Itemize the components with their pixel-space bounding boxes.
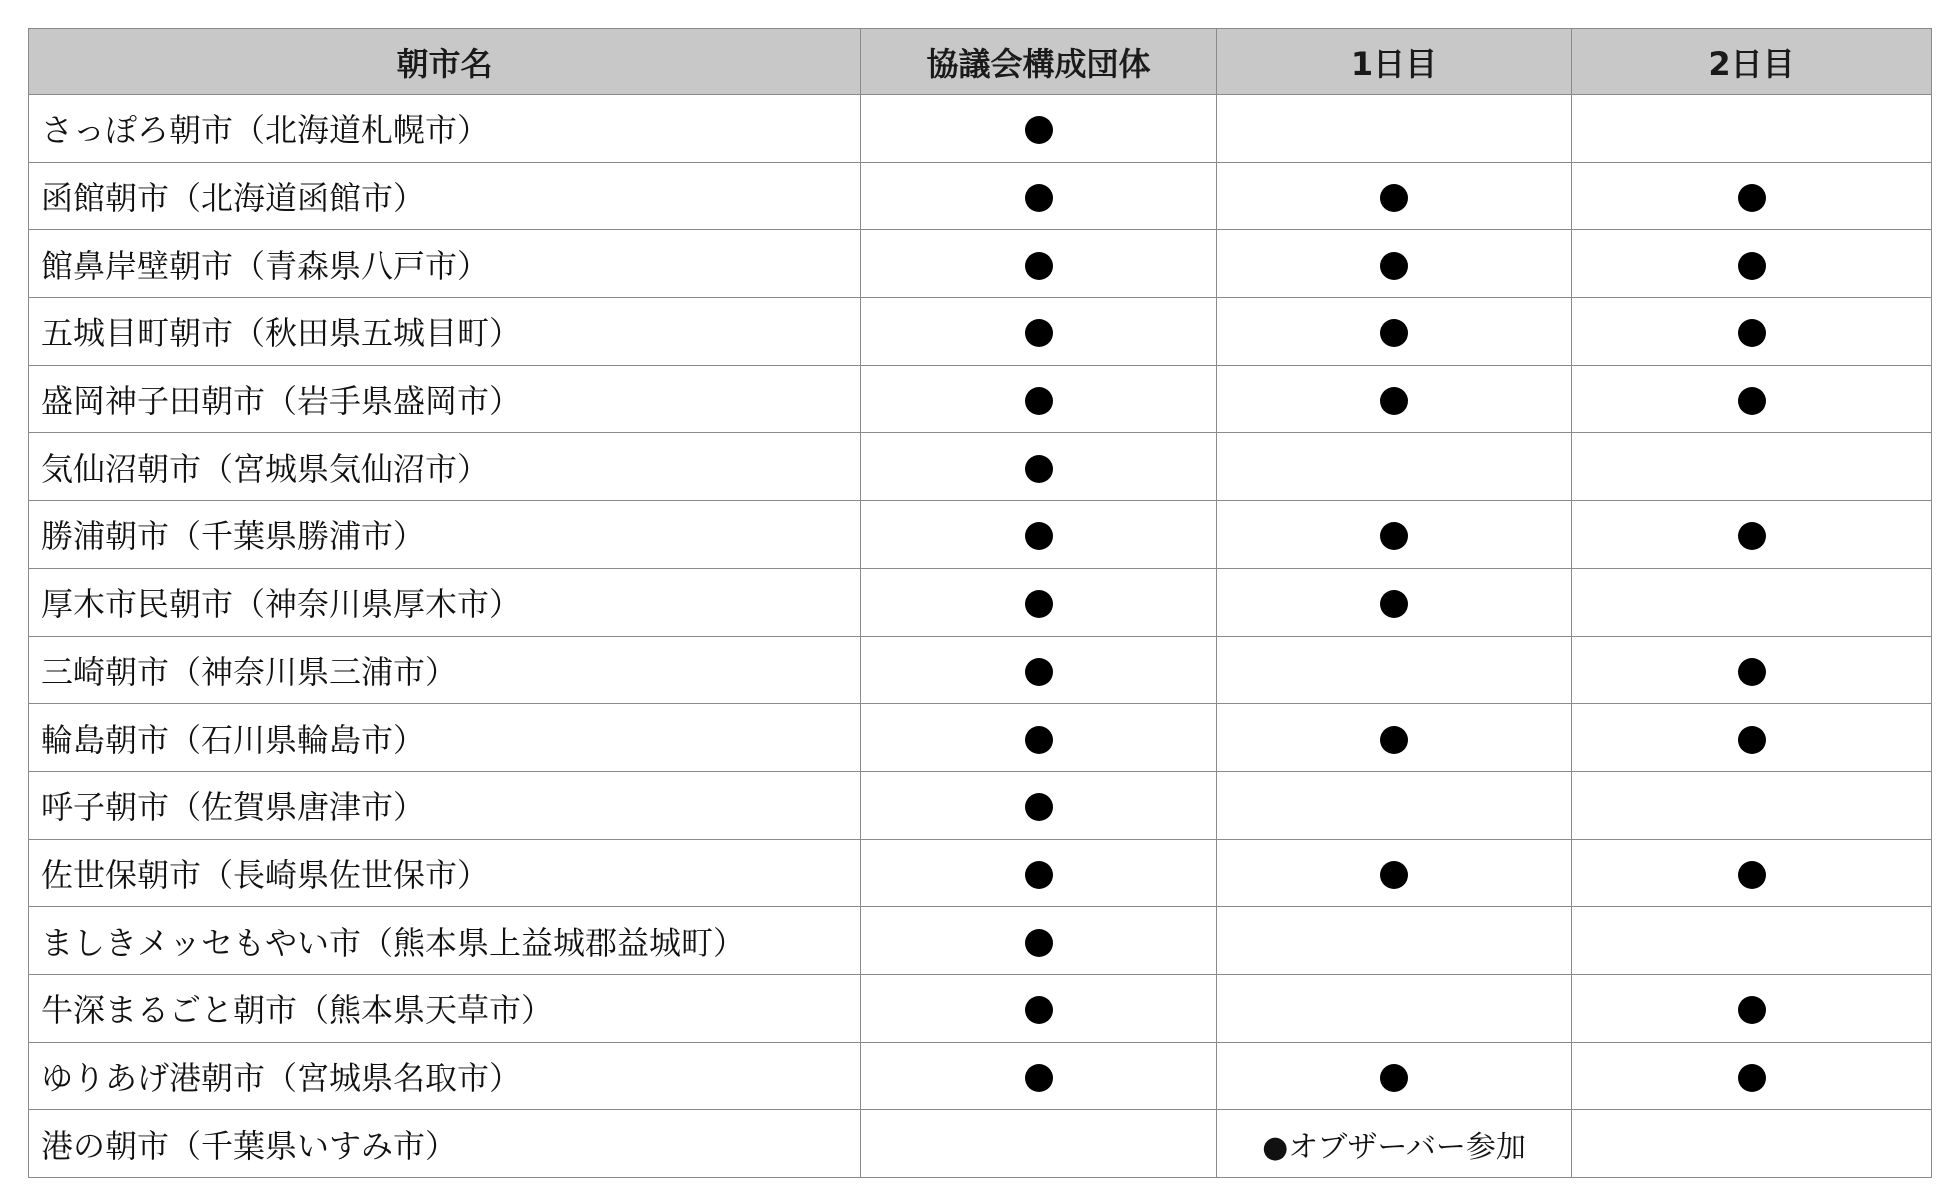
day2-cell [1572,501,1932,569]
day1-cell [1217,771,1572,839]
market-name-cell: 厚木市民朝市（神奈川県厚木市） [29,568,861,636]
market-name-cell: ゆりあげ港朝市（宮城県名取市） [29,1042,861,1110]
day2-cell [1572,298,1932,366]
market-name-cell: 気仙沼朝市（宮城県気仙沼市） [29,433,861,501]
filled-circle-mark [1380,252,1408,280]
header-market-name: 朝市名 [29,29,861,95]
filled-circle-mark [1025,861,1053,889]
day1-cell [1217,1042,1572,1110]
table-row [29,365,1932,433]
filled-circle-mark [1025,455,1053,483]
table-row [29,636,1932,704]
member-cell [861,771,1217,839]
market-table [28,28,1932,1178]
observer-note: ●オブザーバー参加 [1262,1129,1526,1165]
day2-cell [1572,230,1932,298]
table-row [29,1110,1932,1178]
day2-cell [1572,907,1932,975]
day2-cell [1572,1110,1932,1178]
filled-circle-mark [1025,726,1053,754]
member-cell [861,839,1217,907]
day1-cell [1217,636,1572,704]
filled-circle-mark [1380,522,1408,550]
day2-cell [1572,95,1932,163]
day2-cell [1572,974,1932,1042]
table-row [29,95,1932,163]
member-cell [861,1042,1217,1110]
market-name-cell: 館鼻岸壁朝市（青森県八戸市） [29,230,861,298]
filled-circle-mark [1380,1064,1408,1092]
filled-circle-mark [1025,1064,1053,1092]
member-cell [861,298,1217,366]
table-row [29,974,1932,1042]
filled-circle-mark [1025,252,1053,280]
filled-circle-mark [1025,996,1053,1024]
market-name-cell: 勝浦朝市（千葉県勝浦市） [29,501,861,569]
member-cell [861,433,1217,501]
table-row [29,433,1932,501]
table-row [29,162,1932,230]
filled-circle-mark [1738,522,1766,550]
table-row [29,907,1932,975]
day2-cell [1572,839,1932,907]
filled-circle-mark [1025,522,1053,550]
member-cell [861,501,1217,569]
market-name-cell: 呼子朝市（佐賀県唐津市） [29,771,861,839]
market-name-cell: 函館朝市（北海道函館市） [29,162,861,230]
filled-circle-mark [1738,1064,1766,1092]
table-row [29,1042,1932,1110]
table-row [29,230,1932,298]
filled-circle-mark [1738,726,1766,754]
day1-cell [1217,907,1572,975]
filled-circle-mark [1025,658,1053,686]
header-member: 協議会構成団体 [861,29,1217,95]
header-day2: 2日目 [1572,29,1932,95]
day2-cell [1572,771,1932,839]
filled-circle-mark [1738,996,1766,1024]
filled-circle-mark [1025,387,1053,415]
day1-cell [1217,568,1572,636]
table-row [29,501,1932,569]
day2-cell [1572,365,1932,433]
filled-circle-mark [1738,861,1766,889]
day1-cell [1217,298,1572,366]
day1-cell [1217,1110,1572,1178]
filled-circle-mark [1380,184,1408,212]
table-row [29,298,1932,366]
day2-cell [1572,568,1932,636]
header-day1: 1日目 [1217,29,1572,95]
market-name-cell: ましきメッセもやい市（熊本県上益城郡益城町） [29,907,861,975]
filled-circle-mark [1025,319,1053,347]
filled-circle-mark [1025,590,1053,618]
table-row [29,771,1932,839]
day2-cell [1572,433,1932,501]
day1-cell [1217,162,1572,230]
member-cell [861,162,1217,230]
filled-circle-mark [1380,726,1408,754]
member-cell [861,95,1217,163]
market-name-cell: 輪島朝市（石川県輪島市） [29,704,861,772]
day1-cell [1217,433,1572,501]
filled-circle-mark [1738,252,1766,280]
filled-circle-mark [1380,861,1408,889]
day2-cell [1572,162,1932,230]
market-name-cell: 盛岡神子田朝市（岩手県盛岡市） [29,365,861,433]
day1-cell [1217,95,1572,163]
market-name-cell: 佐世保朝市（長崎県佐世保市） [29,839,861,907]
member-cell [861,230,1217,298]
filled-circle-mark [1380,590,1408,618]
day2-cell [1572,704,1932,772]
filled-circle-mark [1025,184,1053,212]
day1-cell [1217,704,1572,772]
member-cell [861,636,1217,704]
table-body [29,95,1932,1178]
table-row [29,704,1932,772]
day1-cell [1217,501,1572,569]
filled-circle-mark [1025,929,1053,957]
member-cell [861,907,1217,975]
day1-cell [1217,365,1572,433]
member-cell [861,974,1217,1042]
market-name-cell: さっぽろ朝市（北海道札幌市） [29,95,861,163]
filled-circle-mark [1380,387,1408,415]
market-name-cell: 三崎朝市（神奈川県三浦市） [29,636,861,704]
filled-circle-mark [1738,658,1766,686]
member-cell [861,568,1217,636]
day1-cell [1217,230,1572,298]
table-header [29,29,1932,95]
filled-circle-mark [1380,319,1408,347]
day1-cell [1217,839,1572,907]
market-name-cell: 港の朝市（千葉県いすみ市） [29,1110,861,1178]
member-cell [861,365,1217,433]
market-name-cell: 牛深まるごと朝市（熊本県天草市） [29,974,861,1042]
filled-circle-mark [1738,184,1766,212]
day1-cell [1217,974,1572,1042]
member-cell [861,704,1217,772]
header-row [29,29,1932,95]
market-name-cell: 五城目町朝市（秋田県五城目町） [29,298,861,366]
day2-cell [1572,1042,1932,1110]
filled-circle-mark [1025,116,1053,144]
filled-circle-mark [1738,319,1766,347]
filled-circle-mark [1025,793,1053,821]
day2-cell [1572,636,1932,704]
member-cell [861,1110,1217,1178]
filled-circle-mark [1738,387,1766,415]
table-row [29,839,1932,907]
table-row [29,568,1932,636]
